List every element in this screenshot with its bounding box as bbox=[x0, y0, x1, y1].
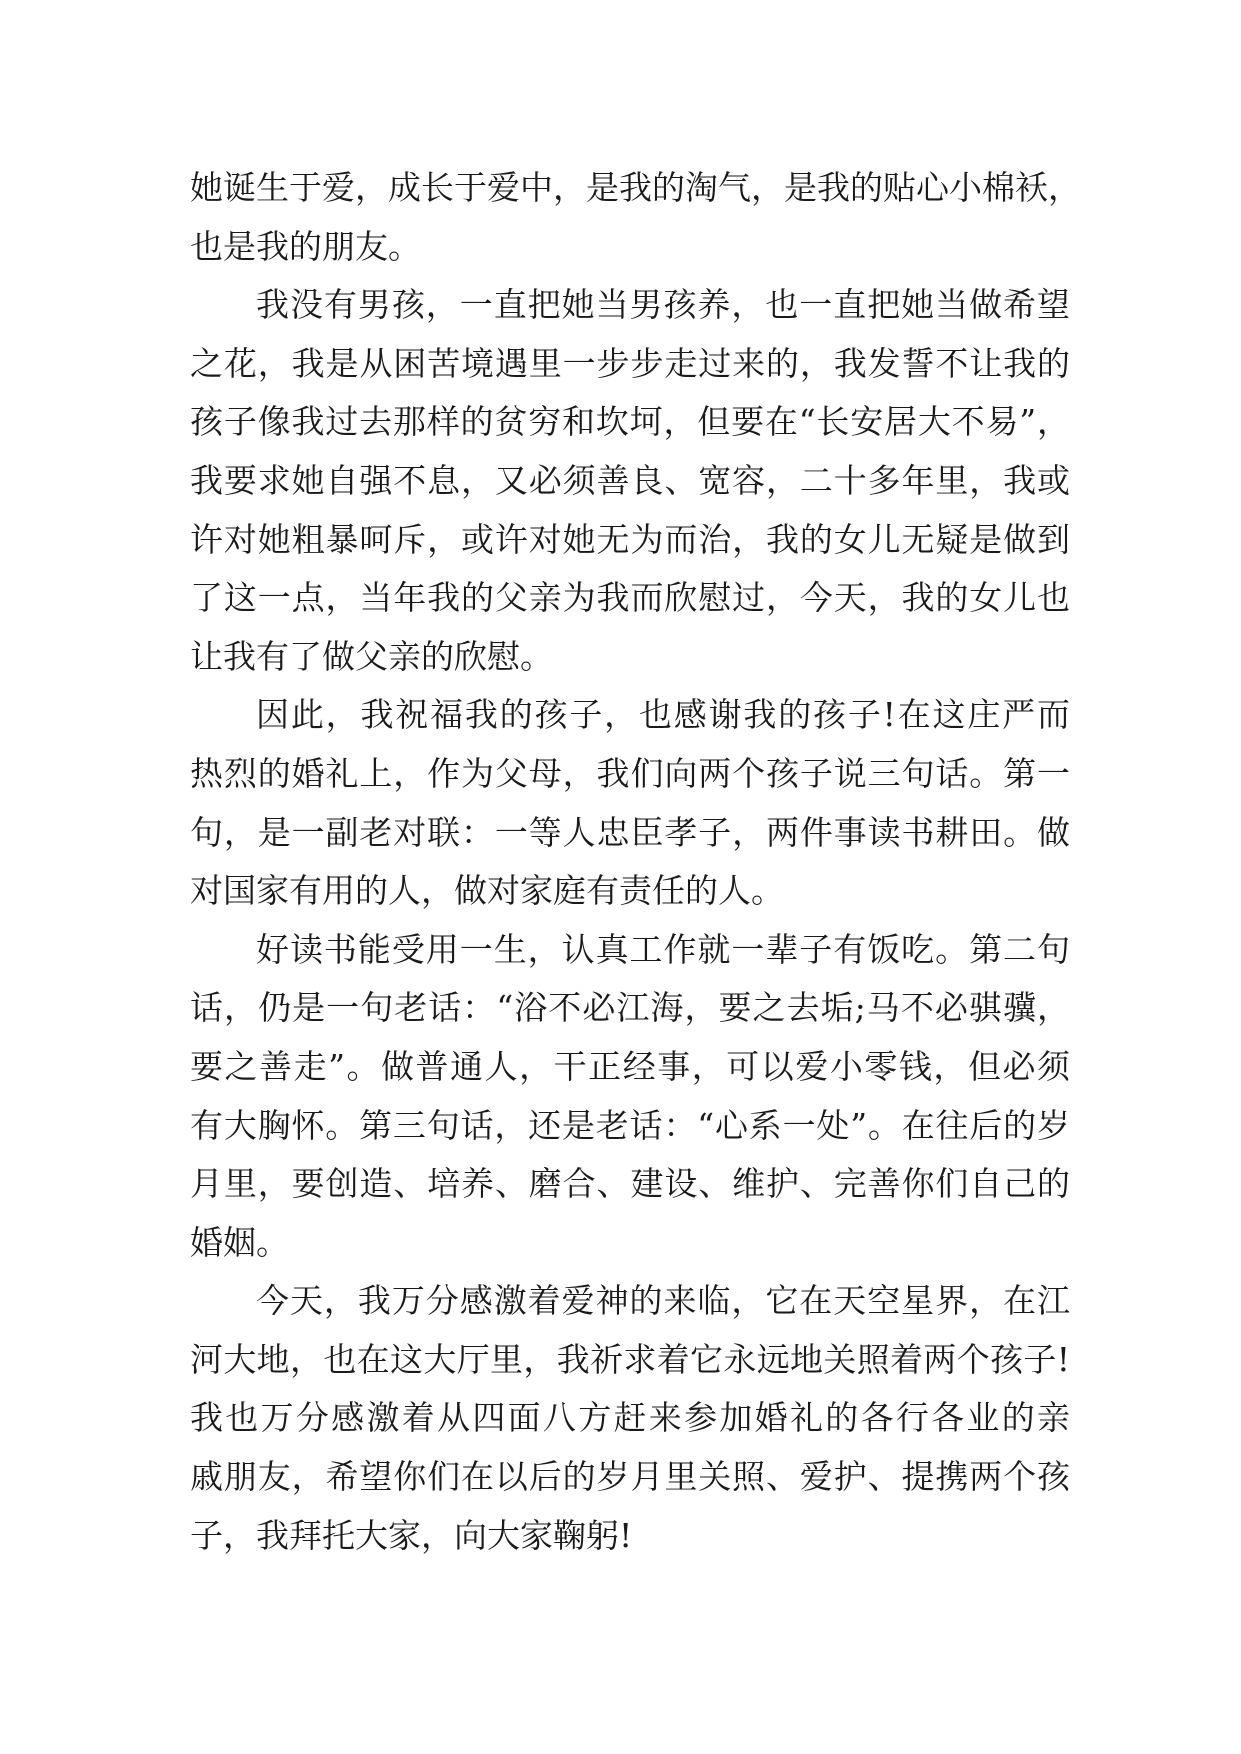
paragraph-line: 河大地，也在这大厅里，我祈求着它永远地关照着两个孩子! bbox=[190, 1339, 1070, 1379]
paragraph-line: 子，我拜托大家，向大家鞠躬! bbox=[190, 1515, 633, 1555]
paragraph-line: 她诞生于爱，成长于爱中，是我的淘气，是我的贴心小棉袄， bbox=[190, 168, 1081, 207]
document-body bbox=[190, 159, 1081, 1565]
paragraph-line: 月里，要创造、培养、磨合、建设、维护、完善你们自己的 bbox=[190, 1164, 1070, 1204]
paragraph-line: 了这一点，当年我的父亲为我而欣慰过，今天，我的女儿也 bbox=[190, 578, 1070, 618]
paragraph-line: 我也万分感激着从四面八方赶来参加婚礼的各行各业的亲 bbox=[190, 1398, 1070, 1438]
paragraph-line: 许对她粗暴呵斥，或许对她无为而治，我的女儿无疑是做到 bbox=[190, 519, 1070, 559]
paragraph bbox=[190, 276, 1070, 686]
paragraph-line: 我要求她自强不息，又必须善良、宽容，二十多年里，我或 bbox=[190, 460, 1070, 500]
paragraph-line: 因此，我祝福我的孩子，也感谢我的孩子!在这庄严而 bbox=[256, 695, 1070, 735]
paragraph-line: 之花，我是从困苦境遇里一步步走过来的，我发誓不让我的 bbox=[190, 343, 1070, 383]
paragraph-line: 婚姻。 bbox=[190, 1222, 289, 1262]
paragraph bbox=[190, 1272, 1070, 1565]
paragraph-line: 话，仍是一句老话：“浴不必江海，要之去垢;马不必骐骥， bbox=[190, 988, 1070, 1028]
paragraph-line: 孩子像我过去那样的贫穷和坎坷，但要在“长安居大不易”， bbox=[190, 402, 1070, 442]
paragraph-line: 也是我的朋友。 bbox=[190, 226, 421, 266]
paragraph-line: 今天，我万分感激着爱神的来临，它在天空星界，在江 bbox=[256, 1281, 1070, 1321]
paragraph bbox=[190, 159, 1081, 276]
paragraph-line: 热烈的婚礼上，作为父母，我们向两个孩子说三句话。第一 bbox=[190, 753, 1070, 793]
paragraph-line: 戚朋友，希望你们在以后的岁月里关照、爱护、提携两个孩 bbox=[190, 1457, 1070, 1497]
paragraph-line: 让我有了做父亲的欣慰。 bbox=[190, 636, 553, 676]
paragraph-line: 有大胸怀。第三句话，还是老话：“心系一处”。在往后的岁 bbox=[190, 1105, 1070, 1145]
paragraph-line: 要之善走”。做普通人，干正经事，可以爱小零钱，但必须 bbox=[190, 1046, 1070, 1086]
paragraph bbox=[190, 686, 1070, 920]
paragraph-line: 我没有男孩，一直把她当男孩养，也一直把她当做希望 bbox=[256, 285, 1070, 325]
paragraph-line: 对国家有用的人，做对家庭有责任的人。 bbox=[190, 871, 784, 911]
paragraph-line: 句，是一副老对联：一等人忠臣孝子，两件事读书耕田。做 bbox=[190, 812, 1070, 852]
paragraph-line: 好读书能受用一生，认真工作就一辈子有饭吃。第二句 bbox=[256, 929, 1070, 969]
paragraph bbox=[190, 921, 1070, 1273]
